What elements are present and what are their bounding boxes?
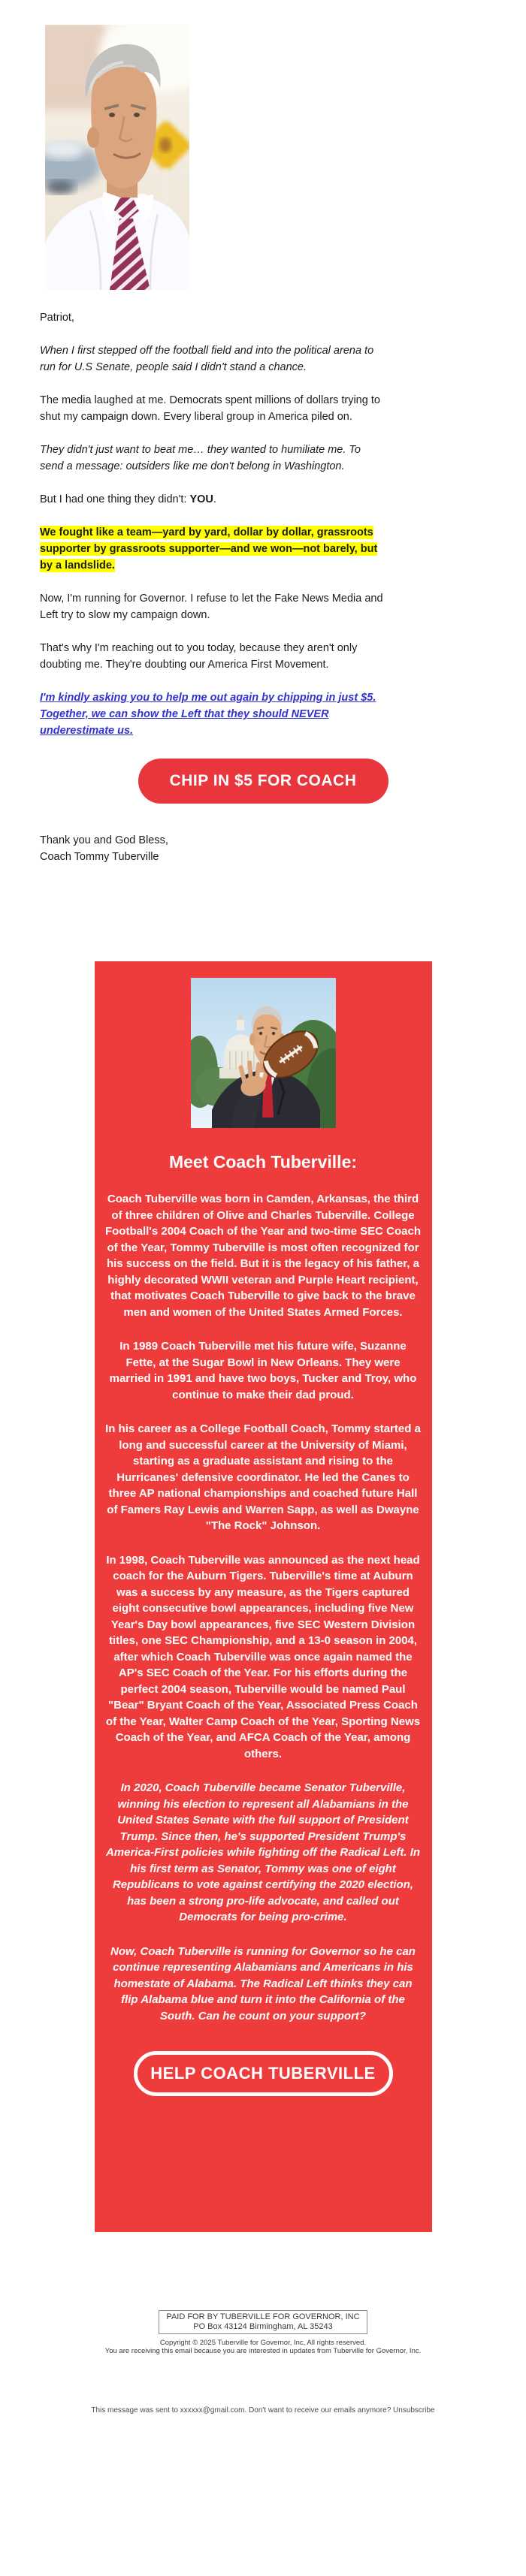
signoff	[40, 832, 526, 865]
paid-for-line2: PO Box 43124 Birmingham, AL 35243	[193, 2322, 333, 2331]
copyright-text	[0, 2339, 526, 2355]
help-coach-button[interactable]: HELP COACH TUBERVILLE	[134, 2051, 393, 2096]
copyright-line1: Copyright © 2025 Tuberville for Governor, Inc, All rights reserved.	[159, 2339, 367, 2347]
paragraph-you-bold: YOU	[189, 493, 213, 505]
hero-photo	[45, 25, 189, 290]
unsubscribe-link[interactable]: This message was sent to xxxxxx@gmail.com. Don't want to receive our emails anymore? Unsubscribe	[91, 2406, 435, 2415]
paragraph-you-prefix: But I had one thing they didn't:	[40, 493, 190, 505]
yellow-highlight-text: We fought like a team—yard by yard, dollar by dollar, grassroots supporter by grassroots supporter—and we won—not barely, but by a landslide.	[40, 526, 378, 572]
salutation: Patriot,	[40, 312, 74, 324]
paid-for-disclaimer-box	[159, 2310, 367, 2334]
paragraph-stepped-off: When I first stepped off the football field and into the political arena to run for U.S Senate, people said I didn't stand a chance.	[40, 345, 374, 373]
footer	[0, 2310, 526, 2355]
bio-paragraph-1: Coach Tuberville was born in Camden, Arkansas, the third of three children of Olive and Charles Tuberville. College Football's 2004 Coach of the Year and two-time SEC Coach of the Year, Tommy Tuberville is most often recognized for his success on the field. But it is the legacy of his father, a highly decorated WWII veteran and Purple Heart recipient, that motivates Coach Tuberville to give back to the brave men and women of the United States Armed Forces.	[104, 1193, 422, 1319]
bio-paragraph-3: In his career as a College Football Coach, Tommy started a long and successful career at the University of Miami, starting as a graduate assistant and rising to the Hurricanes' defensive coordinator. He led the Canes to three AP national championships and coached future Hall of Famers Ray Lewis and Warren Sapp, as well as Dwayne "The Rock" Johnson.	[105, 1422, 421, 1532]
paragraph-reaching-out: That's why I'm reaching out to you today, because they aren't only doubting me. They're doubting our America First Movement.	[40, 642, 358, 671]
chip-in-text-link[interactable]: I'm kindly asking you to help me out again by chipping in just $5. Together, we can show the Left that they should NEVER underestimate us.	[40, 692, 376, 737]
letter-body	[40, 309, 387, 739]
card-bio	[105, 1191, 422, 2024]
paragraph-media-laughed: The media laughed at me. Democrats spent millions of dollars trying to shut my campaign down. Every liberal group in America piled on.	[40, 394, 380, 423]
paid-for-line1: PAID FOR BY TUBERVILLE FOR GOVERNOR, INC	[166, 2312, 360, 2321]
bio-paragraph-2: In 1989 Coach Tuberville met his future wife, Suzanne Fette, at the Sugar Bowl in New Orleans. They were married in 1991 and have two boys, Tucker and Troy, who continue to make their dad proud.	[109, 1340, 417, 1401]
card-photo	[191, 978, 336, 1128]
paragraph-fought-highlighted	[40, 524, 387, 574]
bio-paragraph-6: Now, Coach Tuberville is running for Governor so he can continue representing Alabamians and Americans in his homestate of Alabama. The Radical Left thinks they can flip Alabama blue and turn it into the California of the South. Can he count on your support?	[110, 1944, 416, 2022]
bio-paragraph-5: In 2020, Coach Tuberville became Senator Tuberville, winning his election to represent all Alabamians in the United States Senate with the full support of President Trump. Since then, he's supported President Trump's America-First policies while fighting off the Radical Left. In his first term as Senator, Tommy was one of eight Republicans to vote against certifying the 2020 election, has been a strong pro-life advocate, and called out Democrats for being pro-crime.	[105, 1781, 421, 1923]
signoff-line2: Coach Tommy Tuberville	[40, 851, 159, 863]
copyright-line2: You are receiving this email because you are interested in updates from Tuberville for Governor, Inc.	[104, 2347, 422, 2355]
unsubscribe-row	[0, 2406, 526, 2415]
card-heading: Meet Coach Tuberville:	[168, 1152, 358, 1172]
bio-paragraph-4: In 1998, Coach Tuberville was announced as the next head coach for the Auburn Tigers. Tuberville's time at Auburn was a success by any measure, as the Tigers captured eight consecutive bowl appearances, including five New Year's Day bowl appearances, five SEC Western Division titles, one SEC Championship, and a 13-0 season in 2004, after which Coach Tuberville was once again named the AP's SEC Coach of the Year. For his efforts during the perfect 2004 season, Tuberville would be named Paul "Bear" Bryant Coach of the Year, Associated Press Coach of the Year, Walter Camp Coach of the Year, Sporting News Coach of the Year, and AFCA Coach of the Year, among others.	[105, 1553, 421, 1760]
chip-in-button[interactable]: CHIP IN $5 FOR COACH	[138, 759, 388, 804]
signoff-line1: Thank you and God Bless,	[40, 834, 168, 846]
paragraph-humiliate: They didn't just want to beat me… they wanted to humiliate me. To send a message: outsiders like me don't belong in Washington.	[40, 444, 361, 472]
paragraph-running-governor: Now, I'm running for Governor. I refuse to let the Fake News Media and Left try to slow my campaign down.	[40, 593, 383, 621]
paragraph-you	[40, 491, 387, 508]
bio-card	[95, 961, 432, 2232]
paragraph-you-suffix: .	[213, 493, 216, 505]
